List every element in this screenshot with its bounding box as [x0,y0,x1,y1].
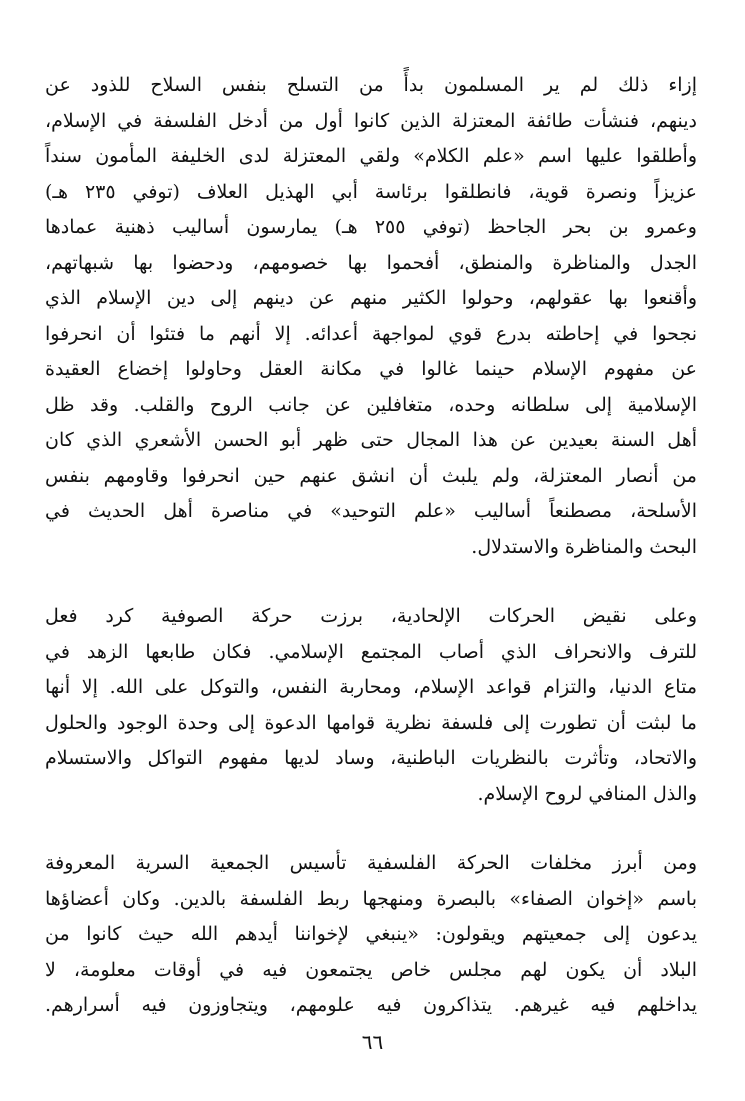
page-number: ٦٦ [361,1030,384,1054]
paragraph-mutazila [45,68,697,565]
text-line: والاتحاد، وتأثرت بالنظريات الباطنية، وساد لديها مفهوم التواكل والاستسلام [45,747,697,769]
text-line: البحث والمناظرة والاستدلال. [471,535,697,558]
text-line: إزاء ذلك لم ير المسلمون بدأً من التسلح بنفس السلاح للذود عن [45,74,697,96]
text-line: متاع الدنيا، والتزام قواعد الإسلام، ومحاربة النفس، والتوكل على الله. إلا أنها [45,676,697,698]
text-line: وعلى نقيض الحركات الإلحادية، برزت حركة الصوفية كرد فعل [45,605,697,627]
text-line: الأسلحة، مصطنعاً أساليب «علم التوحيد» في مناصرة أهل الحديث في [45,500,697,522]
text-line: الإسلامية إلى سلطانه وحده، متغافلين عن جانب الروح والقلب. وقد ظل [45,393,697,416]
paragraph-sufism [45,599,697,812]
text-line: باسم «إخوان الصفاء» بالبصرة ومنهجها ربط الفلسفة بالدين. وكان أعضاؤها [45,887,697,910]
text-line: نجحوا في إحاطته بدرع قوي لمواجهة أعدائه. إلا أنهم ما فتئوا أن انحرفوا [45,322,697,345]
text-line: ومن أبرز مخلفات الحركة الفلسفية تأسيس الجمعية السرية المعروفة [45,852,697,874]
text-line: الجدل والمناظرة والمنطق، أفحموا بها خصومهم، ودحضوا بها شبهاتهم، [45,251,697,274]
text-line: والذل المنافي لروح الإسلام. [477,782,697,805]
page-body [45,68,697,1024]
text-line: دينهم، فنشأت طائفة المعتزلة الذين كانوا أول من أدخل الفلسفة في الإسلام، [45,109,697,132]
text-line: وأقنعوا بها عقولهم، وحولوا الكثير منهم عن دينهم إلى دين الإسلام الذي [45,287,697,309]
text-line: ما لبثت أن تطورت إلى فلسفة نظرية قوامها الدعوة إلى وحدة الوجود والحلول [45,711,697,734]
text-line: عن مفهوم الإسلام حينما غالوا في مكانة العقل وحاولوا إخضاع العقيدة [45,358,697,380]
text-line: يداخلهم فيه غيرهم. يتذاكرون فيه علومهم، ويتجاوزون فيه أسرارهم. [45,994,697,1016]
text-line: وعمرو بن بحر الجاحظ (توفي ٢٥٥ هـ) يمارسون أساليب ذهنية عمادها [45,216,697,238]
text-line: عزيزاً ونصرة قوية، فانطلقوا برئاسة أبي الهذيل العلاف (توفي ٢٣٥ هـ) [45,180,697,203]
text-line: يدعون إلى جمعيتهم ويقولون: «ينبغي لإخواننا أيدهم الله حيث كانوا من [45,923,697,945]
paragraph-gap [45,812,697,846]
text-line: للترف والانحراف الذي أصاب المجتمع الإسلامي. فكان طابعها الزهد في [45,640,697,663]
text-line: وأطلقوا عليها اسم «علم الكلام» ولقي المعتزلة لدى الخليفة المأمون سنداً [45,145,697,167]
text-line: أهل السنة بعيدين عن هذا المجال حتى ظهر أبو الحسن الأشعري الذي كان [45,429,697,451]
text-line: من أنصار المعتزلة، ولم يلبث أن انشق عنهم حين انحرفوا وقاومهم بنفس [45,464,697,487]
text-line: البلاد أن يكون لهم مجلس خاص يجتمعون فيه في أوقات معلومة، لا [45,958,697,981]
paragraph-ikhwan-al-safa [45,846,697,1024]
paragraph-gap [45,565,697,599]
